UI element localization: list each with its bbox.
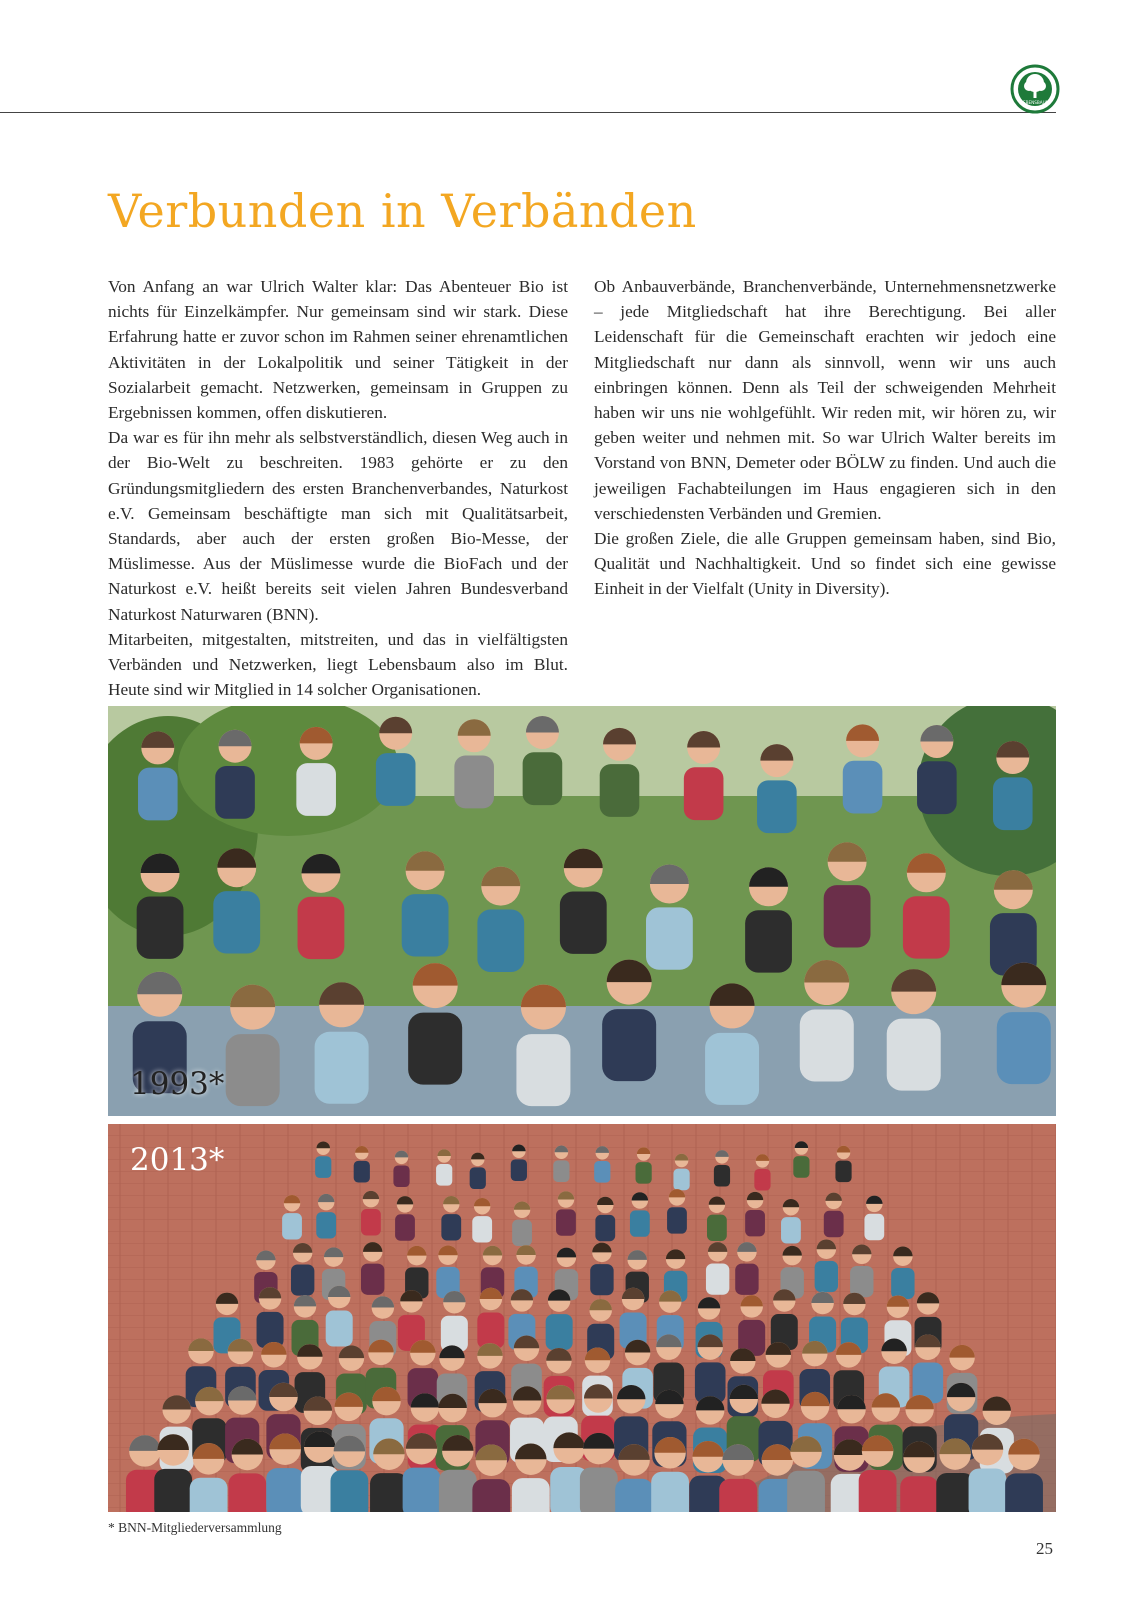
person-figure xyxy=(330,1470,368,1512)
person-figure xyxy=(402,894,449,956)
person-figure xyxy=(472,1479,510,1512)
person-figure xyxy=(477,910,524,972)
person-figure xyxy=(439,1470,477,1512)
person-figure xyxy=(1005,1473,1043,1512)
photo-1993-image xyxy=(108,706,1056,1116)
person-figure xyxy=(600,764,640,817)
person-figure xyxy=(707,1215,727,1241)
person-figure xyxy=(266,1468,304,1512)
person-figure xyxy=(714,1165,730,1187)
footnote: * BNN-Mitgliederversammlung xyxy=(108,1520,282,1535)
person-figure xyxy=(615,1479,653,1512)
tree-icon xyxy=(1010,64,1060,114)
person-figure xyxy=(291,1264,314,1295)
person-figure xyxy=(326,1311,353,1347)
person-figure xyxy=(594,1161,610,1183)
person-figure xyxy=(315,1156,331,1178)
person-figure xyxy=(257,1312,284,1348)
person-figure xyxy=(213,891,260,953)
person-figure xyxy=(282,1213,302,1239)
person-figure xyxy=(706,1264,729,1295)
person-figure xyxy=(630,1210,650,1236)
person-figure xyxy=(137,896,184,958)
person-figure xyxy=(511,1159,527,1181)
person-figure xyxy=(361,1209,381,1235)
year-label-1993: 1993* xyxy=(130,1066,225,1102)
person-figure xyxy=(859,1470,897,1512)
paragraph: Die großen Ziele, die alle Gruppen gemeinsam haben, sind Bio, Qualität und Nachhaltigkeit. Und so findet sich eine gewisse Einheit in der Vielfalt (Unity in Diversity). xyxy=(594,529,1056,599)
lebensbaum-logo xyxy=(1010,64,1060,114)
person-figure xyxy=(154,1469,192,1512)
person-figure xyxy=(395,1214,415,1240)
person-figure xyxy=(646,907,693,969)
person-figure xyxy=(719,1479,757,1512)
person-figure xyxy=(850,1266,873,1297)
person-figure xyxy=(138,768,178,821)
person-figure xyxy=(673,1169,689,1191)
text-column-right xyxy=(594,274,1056,602)
person-figure xyxy=(556,1209,576,1235)
person-figure xyxy=(602,1009,656,1081)
person-figure xyxy=(824,885,871,947)
person-figure xyxy=(553,1160,569,1182)
person-figure xyxy=(228,1473,266,1512)
person-figure xyxy=(787,1471,825,1512)
person-figure xyxy=(835,1161,851,1183)
person-figure xyxy=(436,1164,452,1186)
paragraph: Von Anfang an war Ulrich Walter klar: Das Abenteuer Bio ist nichts für Einzelkämpfer. Nur gemeinsam sind wir stark. Diese Erfahrung hatte er zuvor schon im Rahmen seiner ehrenamtlichen Aktivitäten in der Lokalpolitik und seiner Tätigkeit in der Sozialarbeit gemacht. Netzwerken, gemeinsam in Gruppen zu Ergebnissen kommen, offen diskutieren. xyxy=(108,277,568,423)
person-figure xyxy=(316,1212,336,1238)
person-figure xyxy=(523,752,563,805)
person-figure xyxy=(636,1162,652,1184)
person-figure xyxy=(705,1033,759,1105)
year-label-2013: 2013* xyxy=(130,1142,225,1178)
person-figure xyxy=(735,1264,758,1295)
text-column-left xyxy=(108,274,568,702)
group-photo-1993 xyxy=(108,706,1056,1116)
person-figure xyxy=(903,896,950,958)
page-number: 25 xyxy=(1036,1539,1053,1558)
person-figure xyxy=(408,1013,462,1085)
person-figure xyxy=(512,1220,532,1246)
person-figure xyxy=(454,756,494,809)
person-figure xyxy=(393,1165,409,1187)
person-figure xyxy=(560,892,607,954)
group-photo-2013 xyxy=(108,1124,1056,1512)
person-figure xyxy=(590,1264,613,1295)
person-figure xyxy=(969,1468,1007,1512)
person-figure xyxy=(891,1268,914,1299)
person-figure xyxy=(296,763,336,816)
person-figure xyxy=(441,1214,461,1240)
person-figure xyxy=(993,777,1033,830)
person-figure xyxy=(754,1169,770,1191)
person-figure xyxy=(190,1478,228,1512)
paragraph: Da war es für ihn mehr als selbstverständlich, diesen Weg auch in der Bio-Welt zu beschreiten. 1983 gehörte er zu den Gründungsmitgliedern des ersten Branchenverbandes, Naturkost e.V. Gemeinsam beschäftigte man sich mit Qualitätsarbeit, Standards, aber auch der ersten großen Bio-Messe, der Müslimesse. Aus der Müslimesse wurde die BioFach und der Naturkost e.V. heißt bereits seit vielen Jahren Bundesverband Naturkost Naturwaren (BNN). xyxy=(108,428,568,624)
person-figure xyxy=(546,1314,573,1350)
person-figure xyxy=(864,1214,884,1240)
person-figure xyxy=(815,1261,838,1292)
header-rule xyxy=(0,112,1056,113)
photo-2013-image xyxy=(108,1124,1056,1512)
person-figure xyxy=(298,897,345,959)
page-title: Verbunden in Verbänden xyxy=(108,184,697,238)
person-figure xyxy=(917,761,957,814)
person-figure xyxy=(745,910,792,972)
person-figure xyxy=(793,1156,809,1178)
person-figure xyxy=(370,1473,408,1512)
person-figure xyxy=(800,1010,854,1082)
person-figure xyxy=(667,1207,687,1233)
person-figure xyxy=(900,1476,938,1512)
person-figure xyxy=(226,1034,280,1106)
paragraph: Mitarbeiten, mitgestalten, mitstreiten, und das in vielfältigsten Verbänden und Netzwerken, liegt Lebensbaum also im Blut. Heute sind wir Mitglied in 14 solcher Organisationen. xyxy=(108,629,568,700)
person-figure xyxy=(516,1034,570,1106)
person-figure xyxy=(757,780,797,833)
paragraph: Ob Anbauverbände, Branchenverbände, Unternehmensnetzwerke – jede Mitgliedschaft hat ihre Berechtigung. Bei aller Leidenschaft für die Gemeinschaft erachten wir jedoch eine Mitgliedschaft nur dann als sinnvoll, wenn wir uns auch einbringen können. Denn als Teil der schweigenden Mehrheit haben wir uns nie wohlgefühlt. Wir reden mit, wir hören zu, wir geben weiter und nehmen mit. So war Ulrich Walter bereits im Vorstand von BNN, Demeter oder BÖLW zu finden. Und auch die jeweiligen Fachabteilungen im Haus engagieren sich in den verschiedensten Verbänden und Gremien. xyxy=(594,277,1056,523)
person-figure xyxy=(595,1215,615,1241)
person-figure xyxy=(376,753,416,806)
person-figure xyxy=(824,1211,844,1237)
person-figure xyxy=(315,1032,369,1104)
person-figure xyxy=(472,1216,492,1242)
person-figure xyxy=(354,1161,370,1183)
person-figure xyxy=(215,766,255,819)
person-figure xyxy=(651,1472,689,1512)
person-figure xyxy=(361,1264,384,1295)
person-figure xyxy=(843,761,883,814)
person-figure xyxy=(936,1473,974,1512)
person-figure xyxy=(580,1468,618,1512)
person-figure xyxy=(403,1468,441,1512)
person-figure xyxy=(512,1478,550,1512)
person-figure xyxy=(684,767,724,820)
person-figure xyxy=(887,1019,941,1091)
logo-text: LEBENSBAUM xyxy=(1020,100,1050,105)
person-figure xyxy=(745,1210,765,1236)
person-figure xyxy=(997,1012,1051,1084)
person-figure xyxy=(470,1167,486,1189)
person-figure xyxy=(781,1217,801,1243)
